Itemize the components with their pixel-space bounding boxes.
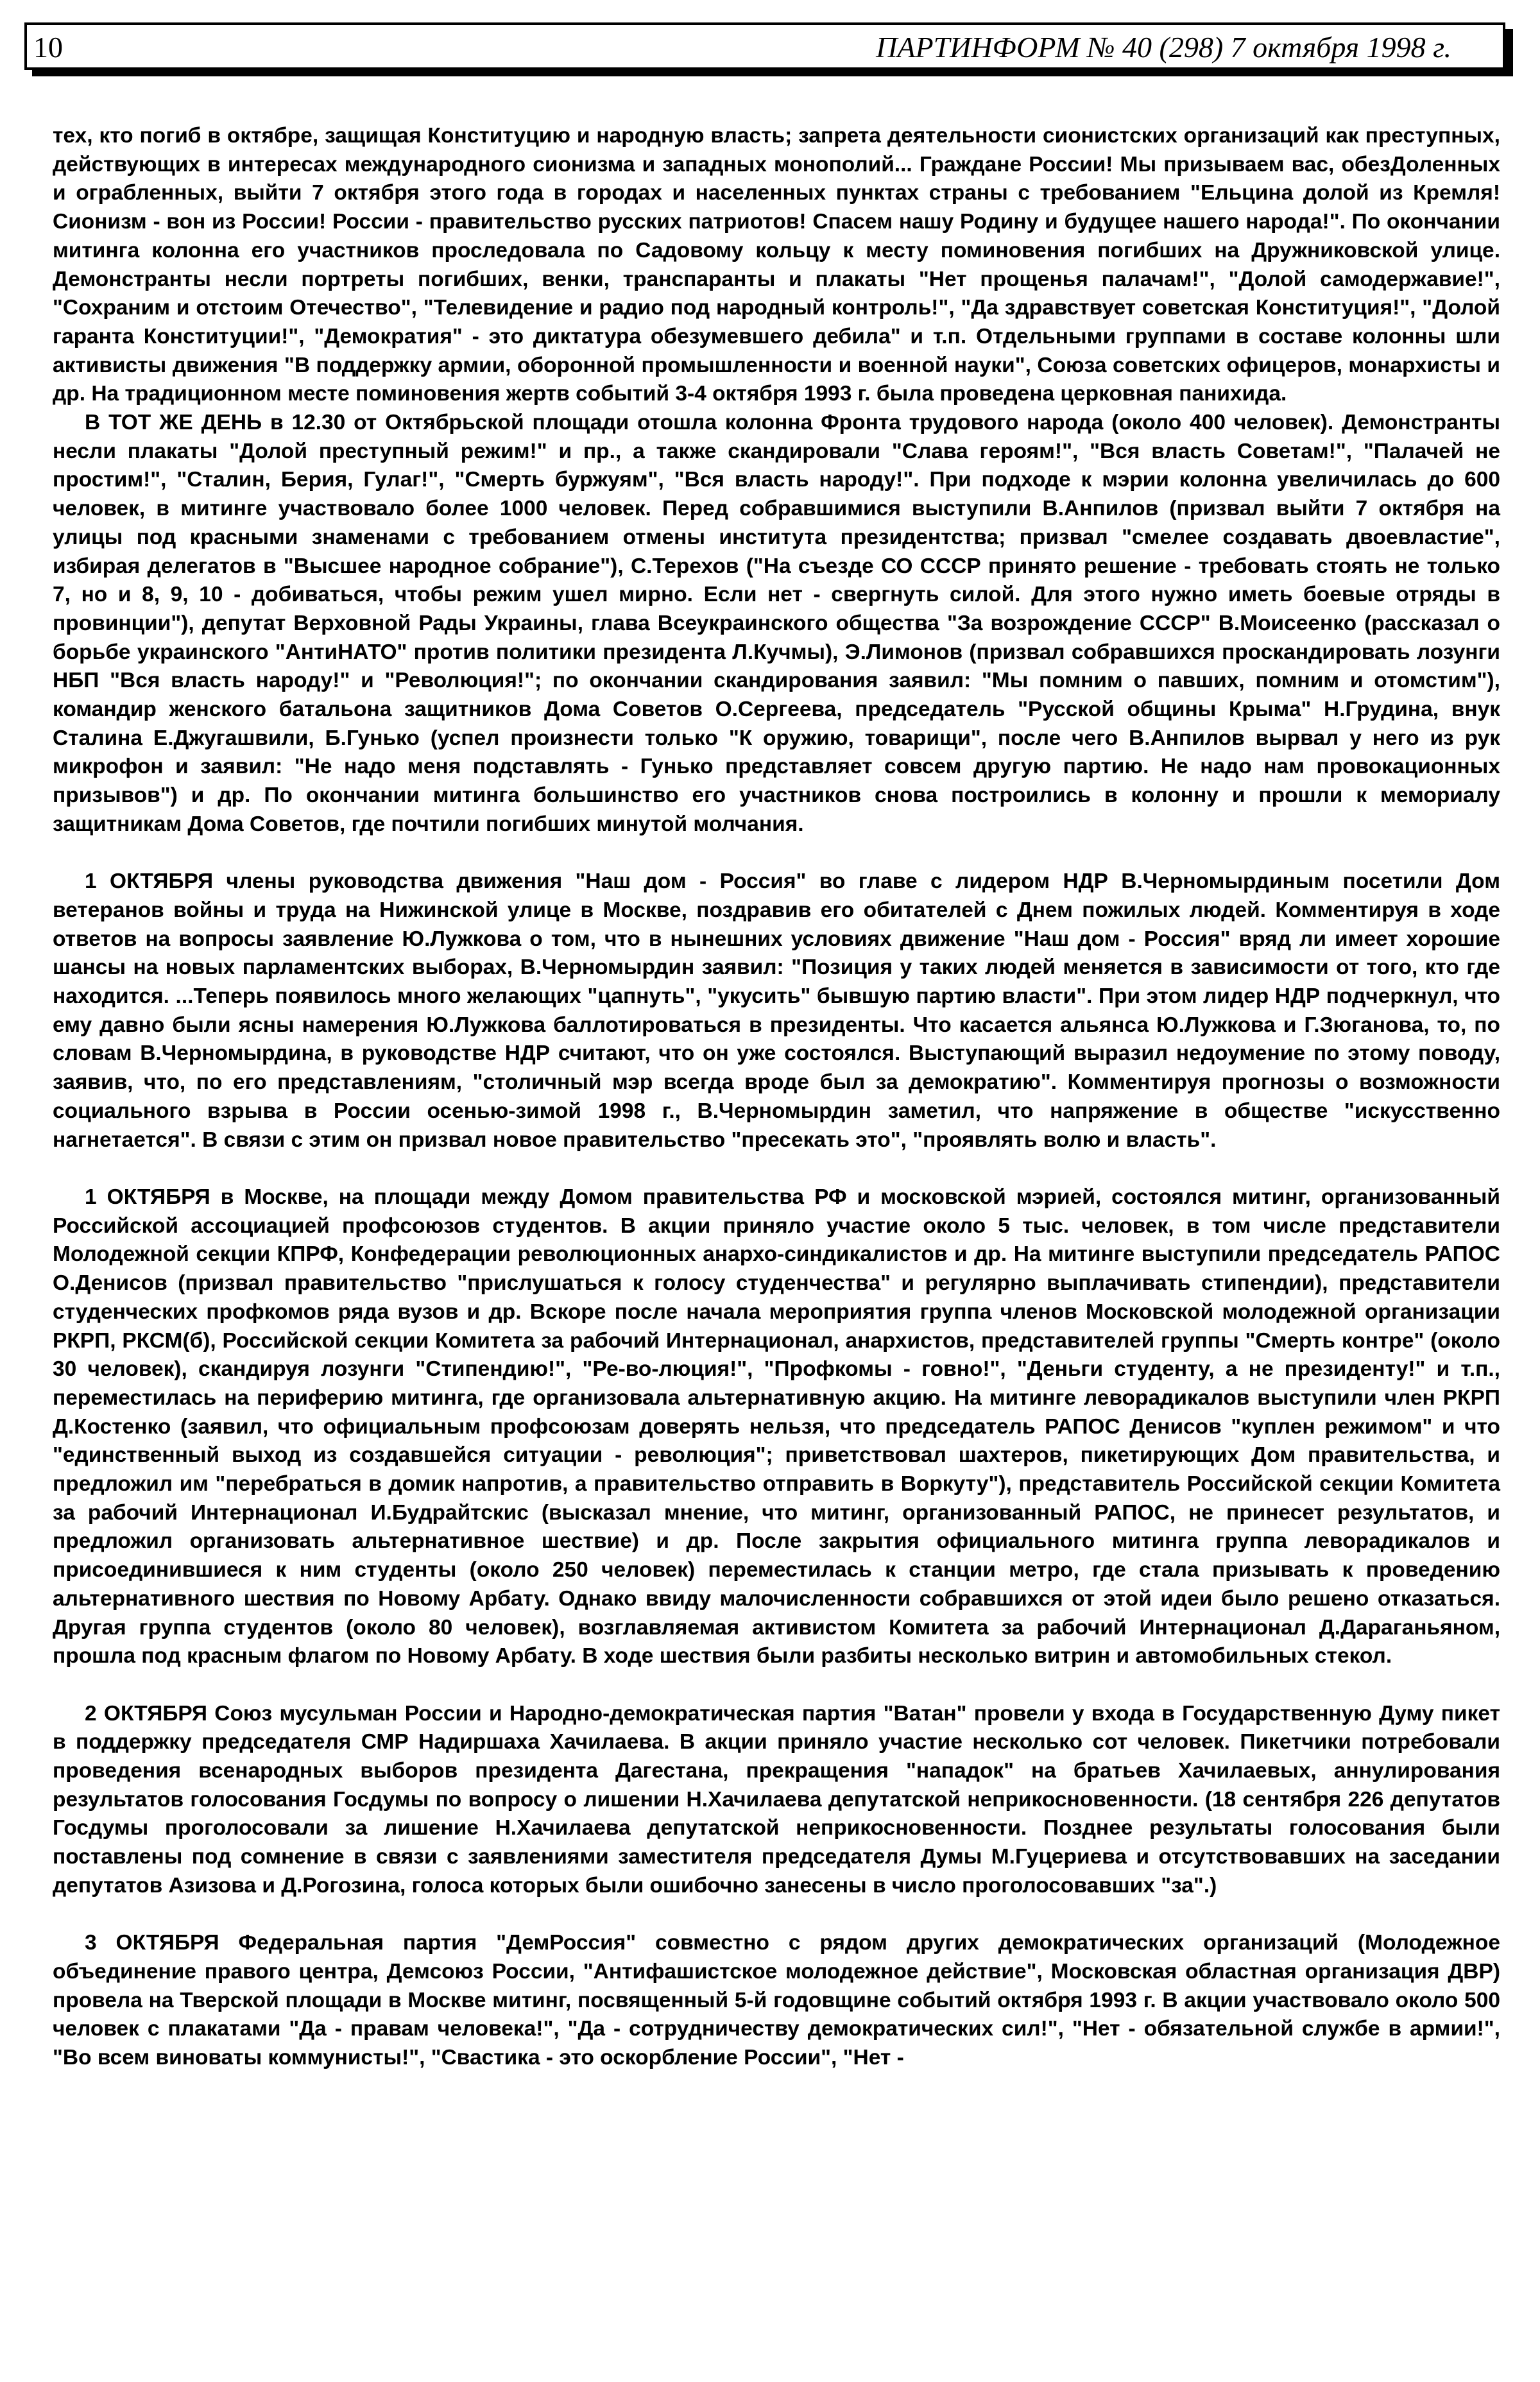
page-number: 10 [33, 31, 63, 64]
paragraph: тех, кто погиб в октябре, защищая Конституцию и народную власть; запрета деятельности сионистских организаций как преступных, действующих в интересах международного сионизма и западных монополий... Граждане России! Мы призываем вас, обезДоленных и ограбленных, выйти 7 октября этого года в городах и населенных пунктах страны с требованием "Ельцина долой из Кремля! Сионизм - вон из России! России - правительство русских патриотов! Спасем нашу Родину и будущее нашего народа!". По окончании митинга колонна его участников проследовала по Садовому кольцу к месту поминовения погибших на Дружниковской улице. Демонстранты несли портреты погибших, венки, транспаранты и плакаты "Нет прощенья палачам!", "Долой самодержавие!", "Сохраним и отстоим Отечество", "Телевидение и радио под народный контроль!", "Да здравствует советская Конституция!", "Долой гаранта Конституции!", "Демократия" - это диктатура обезумевшего дебила" и т.п. Отдельными группами в составе колонны шли активисты движения "В поддержку армии, оборонной промышленности и военной науки", Союза советских офицеров, монархисты и др. На традиционном месте поминовения жертв событий 3-4 октября 1993 г. была проведена церковная панихида. [53, 124, 1500, 406]
page-header [24, 22, 1505, 70]
paragraph: В ТОТ ЖЕ ДЕНЬ в 12.30 от Октябрьской площади отошла колонна Фронта трудового народа (около 400 человек). Демонстранты несли плакаты "Долой преступный режим!" и пр., а также скандировали "Слава героям!", "Вся власть Советам!", "Палачей не простим!", "Сталин, Берия, Гулаг!", "Смерть буржуям", "Вся власть народу!". При подходе к мэрии колонна увеличилась до 600 человек, в митинге участвовало более 1000 человек. Перед собравшимися выступили В.Анпилов (призвал выйти 7 октября на улицы под красными знаменами с требованием отмены института президентства; призвал "смелее создавать двоевластие", избирая делегатов в "Высшее народное собрание"), С.Терехов ("На съезде СО СССР принято решение - требовать стоять не только 7, но и 8, 9, 10 - добиваться, чтобы режим ушел мирно. Если нет - свергнуть силой. Для этого нужно иметь боевые отряды в провинции"), депутат Верховной Рады Украины, глава Всеукраинского общества "За возрождение СССР" В.Моисеенко (рассказал о борьбе украинского "АнтиНАТО" против политики президента Л.Кучмы), Э.Лимонов (призвал собравшихся проскандировать лозунги НБП "Вся власть народу!" и "Революция!"; по окончании скандирования заявил: "Мы помним о павших, помним и отомстим"), командир женского батальона защитников Дома Советов О.Сергеева, председатель "Русской общины Крыма" Н.Грудина, внук Сталина Е.Джугашвили, Б.Гунько (успел произнести только "К оружию, товарищи", после чего В.Анпилов вырвал у него из рук микрофон и заявил: "Не надо меня подставлять - Гунько представляет совсем другую партию. Не надо нам провокационных призывов") и др. По окончании митинга большинство его участников снова построились в колонну и прошли к мемориалу защитникам Дома Советов, где почтили погибших минутой молчания. [53, 411, 1500, 836]
paragraph: 1 ОКТЯБРЯ члены руководства движения "Наш дом - Россия" во главе с лидером НДР В.Черномырдиным посетили Дом ветеранов войны и труда на Нижинской улице в Москве, поздравив его обитателей с Днем пожилых людей. Комментируя в ходе ответов на вопросы заявление Ю.Лужкова о том, что в нынешних условиях движение "Наш дом - Россия" вряд ли имеет хорошие шансы на новых парламентских выборах, В.Черномырдин заявил: "Позиция у таких людей меняется в зависимости от того, кто где находится. ...Теперь появилось много желающих "цапнуть", "укусить" бывшую партию власти". При этом лидер НДР подчеркнул, что ему давно были ясны намерения Ю.Лужкова баллотироваться в президенты. Что касается альянса Ю.Лужкова и Г.Зюганова, то, по словам В.Черномырдина, в руководстве НДР считают, что он уже состоялся. Выступающий выразил недоумение по этому поводу, заявив, что, по его представлениям, "столичный мэр всегда вроде был за демократию". Комментируя прогнозы о возможности социального взрыва в России осенью-зимой 1998 г., В.Черномырдин заметил, что напряжение в обществе "искусственно нагнетается". В связи с этим он призвал новое правительство "пресекать это", "проявлять волю и власть". [53, 870, 1500, 1152]
paragraph: 1 ОКТЯБРЯ в Москве, на площади между Домом правительства РФ и московской мэрией, состоялся митинг, организованный Российской ассоциацией профсоюзов студентов. В акции приняло участие около 5 тыс. человек, в том числе представители Молодежной секции КПРФ, Конфедерации революционных анархо-синдикалистов и др. На митинге выступили председатель РАПОС О.Денисов (призвал правительство "прислушаться к голосу студенчества" и регулярно выплачивать стипендии), представители студенческих профкомов ряда вузов и др. Вскоре после начала мероприятия группа членов Московской молодежной организации РКРП, РКСМ(б), Российской секции Комитета за рабочий Интернационал, анархистов, представителей группы "Смерть контре" (около 30 человек), скандируя лозунги "Стипендию!", "Ре-во-люция!", "Профкомы - говно!", "Деньги студенту, а не президенту!" и т.п., переместилась на периферию митинга, где организовала альтернативную акцию. На митинге леворадикалов выступили член РКРП Д.Костенко (заявил, что официальным профсоюзам доверять нельзя, что председатель РАПОС Денисов "куплен режимом" и что "единственный выход из создавшейся ситуации - революция"; приветствовал шахтеров, пикетирующих Дом правительства, и предложил им "перебраться в домик напротив, а правительство отправить в Воркуту"), представитель Российской секции Комитета за рабочий Интернационал И.Будрайтскис (высказал мнение, что митинг, организованный РАПОС, не принесет результатов, и предложил организовать альтернативное шествие) и др. После закрытия официального митинга группа леворадикалов и присоединившиеся к ним студенты (около 250 человек) переместилась к станции метро, где стала призывать к проведению альтернативного шествия по Новому Арбату. Однако ввиду малочисленности собравшихся от этой идеи было решено отказаться. Другая группа студентов (около 80 человек), возглавляемая активистом Комитета за рабочий Интернационал Д.Дараганьяном, прошла под красным флагом по Новому Арбату. В ходе шествия были разбиты несколько витрин и автомобильных стекол. [53, 1185, 1500, 1668]
issue-title: ПАРТИНФОРМ № 40 (298) 7 октября 1998 г. [876, 31, 1451, 64]
paragraph: 3 ОКТЯБРЯ Федеральная партия "ДемРоссия" совместно с рядом других демократических организаций (Молодежное объединение правого центра, Демсоюз России, "Антифашистское молодежное действие", Московская областная организация ДВР) провела на Тверской площади в Москве митинг, посвященный 5-й годовщине событий октября 1993 г. В акции участвовало около 500 человек с плакатами "Да - правам человека!", "Да - сотрудничеству демократических сил!", "Нет - обязательной службе в армии!", "Во всем виноваты коммунисты!", "Свастика - это оскорбление России", "Нет - [53, 1931, 1500, 2070]
article-body [53, 122, 1500, 2073]
paragraph: 2 ОКТЯБРЯ Союз мусульман России и Народно-демократическая партия "Ватан" провели у входа в Государственную Думу пикет в поддержку председателя СМР Надиршаха Хачилаева. В акции приняло участие несколько сот человек. Пикетчики потребовали проведения всенародных выборов президента Дагестана, прекращения "нападок" на братьев Хачилаевых, аннулирования результатов голосования Госдумы по вопросу о лишении Н.Хачилаева депутатской неприкосновенности. (18 сентября 226 депутатов Госдумы проголосовали за лишение Н.Хачилаева депутатской неприкосновенности. Позднее результаты голосования были поставлены под сомнение в связи с заявлениями заместителя председателя Думы М.Гуцериева и отсутствовавших на заседании депутатов Азизова и Д.Рогозина, голоса которых были ошибочно занесены в число проголосовавших "за".) [53, 1701, 1500, 1898]
